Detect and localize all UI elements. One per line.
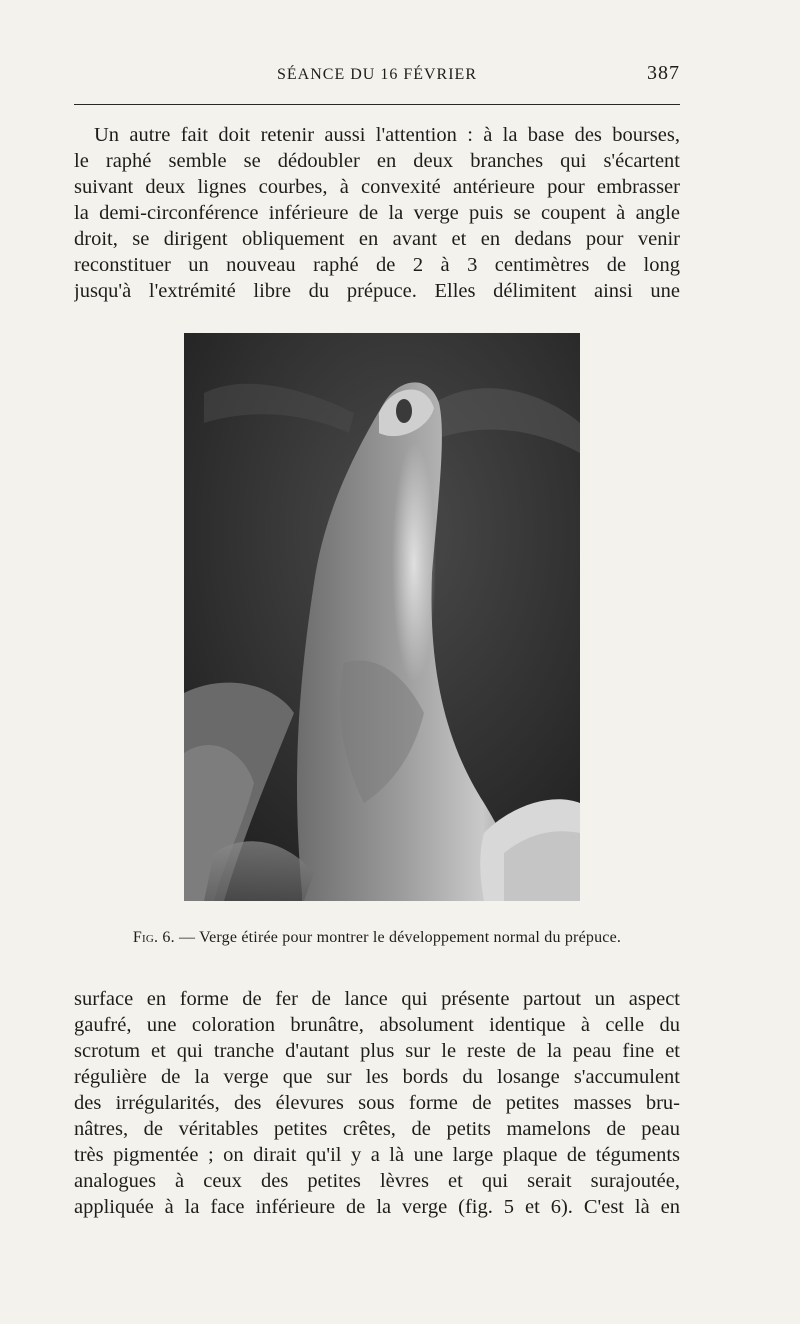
text-line: gaufré, une coloration brunâtre, absolument identique à celle du	[74, 1014, 680, 1036]
text-line: Un autre fait doit retenir aussi l'attention : à la base des bourses,	[94, 124, 680, 146]
text-line: le raphé semble se dédoubler en deux branches qui s'écartent	[74, 150, 680, 172]
paragraph-top	[74, 122, 680, 304]
text-line: des irrégularités, des élevures sous forme de petites masses bru-	[74, 1092, 680, 1114]
page-number: 387	[647, 62, 680, 84]
header-rule	[74, 104, 680, 105]
text-line: jusqu'à l'extrémité libre du prépuce. Elles délimitent ainsi une	[74, 280, 680, 302]
text-line: surface en forme de fer de lance qui présente partout un aspect	[74, 988, 680, 1010]
text-line: reconstituer un nouveau raphé de 2 à 3 centimètres de long	[74, 254, 680, 276]
text-line: nâtres, de véritables petites crêtes, de petits mamelons de peau	[74, 1118, 680, 1140]
text-line: appliquée à la face inférieure de la verge (fig. 5 et 6). C'est là en	[74, 1196, 680, 1218]
caption-separator: —	[179, 929, 196, 946]
text-line: la demi-circonférence inférieure de la verge puis se coupent à angle	[74, 202, 680, 224]
text-line: scrotum et qui tranche d'autant plus sur le reste de la peau fine et	[74, 1040, 680, 1062]
text-line: très pigmentée ; on dirait qu'il y a là une large plaque de téguments	[74, 1144, 680, 1166]
text-line: analogues à ceux des petites lèvres et qui serait surajoutée,	[74, 1170, 680, 1192]
text-line: régulière de la verge que sur les bords du losange s'accumulent	[74, 1066, 680, 1088]
figure-label: Fig. 6.	[132, 929, 175, 946]
caption-text: Verge étirée pour montrer le développement normal du prépuce.	[199, 929, 622, 946]
running-title: SÉANCE DU 16 FÉVRIER	[276, 66, 477, 83]
text-line: droit, se dirigent obliquement en avant et en dedans pour venir	[74, 228, 680, 250]
figure-caption	[74, 929, 680, 947]
figure-photograph	[184, 333, 580, 901]
text-line: suivant deux lignes courbes, à convexité antérieure pour embrasser	[74, 176, 680, 198]
paragraph-bottom	[74, 986, 680, 1220]
running-head	[74, 62, 680, 90]
